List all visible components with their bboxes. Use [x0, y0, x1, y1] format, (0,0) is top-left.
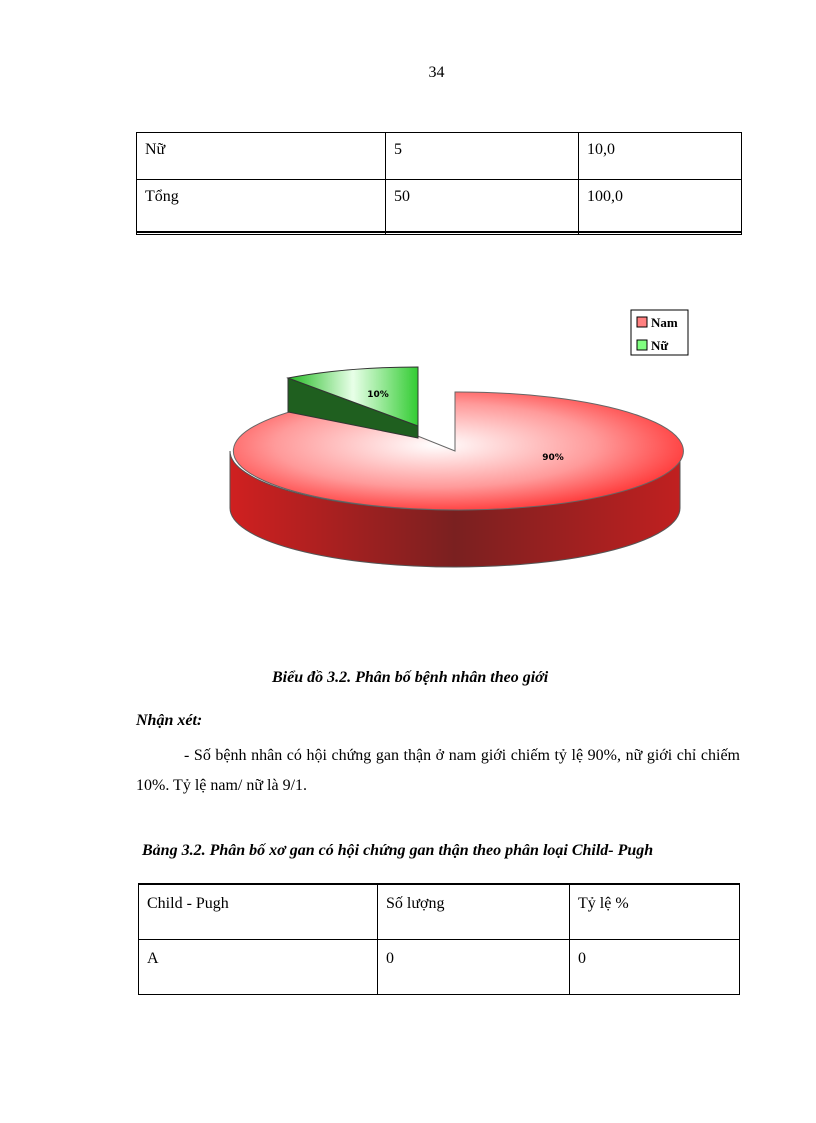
- table-cell: Nữ: [137, 133, 386, 180]
- table-cell: 100,0: [579, 180, 742, 235]
- data-label-nam: 90%: [542, 453, 564, 463]
- table-header-row: [139, 885, 740, 940]
- pie-slice-nam: [230, 392, 683, 567]
- legend-label-nu: Nữ: [651, 338, 669, 353]
- page-number: 34: [428, 64, 445, 81]
- data-label-nu: 10%: [367, 390, 389, 400]
- legend-swatch-nam: [637, 317, 647, 327]
- chart-caption: Biểu đồ 3.2. Phân bố bệnh nhân theo giới: [272, 669, 549, 686]
- chart-legend: [631, 310, 688, 355]
- table-cell: 0: [378, 940, 570, 995]
- table-row: [139, 940, 740, 995]
- table-cell: 0: [570, 940, 740, 995]
- table-header-cell: Child - Pugh: [139, 885, 378, 940]
- table-cell: Tổng: [137, 180, 386, 235]
- remark-heading: Nhận xét:: [136, 712, 203, 729]
- table-header-cell: Số lượng: [378, 885, 570, 940]
- table-caption: Bảng 3.2. Phân bố xơ gan có hội chứng gan thận theo phân loại Child- Pugh: [142, 842, 654, 859]
- table-cell: 10,0: [579, 133, 742, 180]
- table-header-cell: Tỷ lệ %: [570, 885, 740, 940]
- table-cell: A: [139, 940, 378, 995]
- table-top-rule: [138, 883, 740, 885]
- table-cell: 50: [386, 180, 579, 235]
- table-cell: 5: [386, 133, 579, 180]
- remark-paragraph: - Số bệnh nhân có hội chứng gan thận ở nam giới chiếm tỷ lệ 90%, nữ giới chỉ chiếm 10%. Tỷ lệ nam/ nữ là 9/1.: [136, 747, 740, 795]
- child-pugh-table: [138, 884, 740, 995]
- legend-swatch-nu: [637, 340, 647, 350]
- legend-label-nam: Nam: [651, 315, 678, 330]
